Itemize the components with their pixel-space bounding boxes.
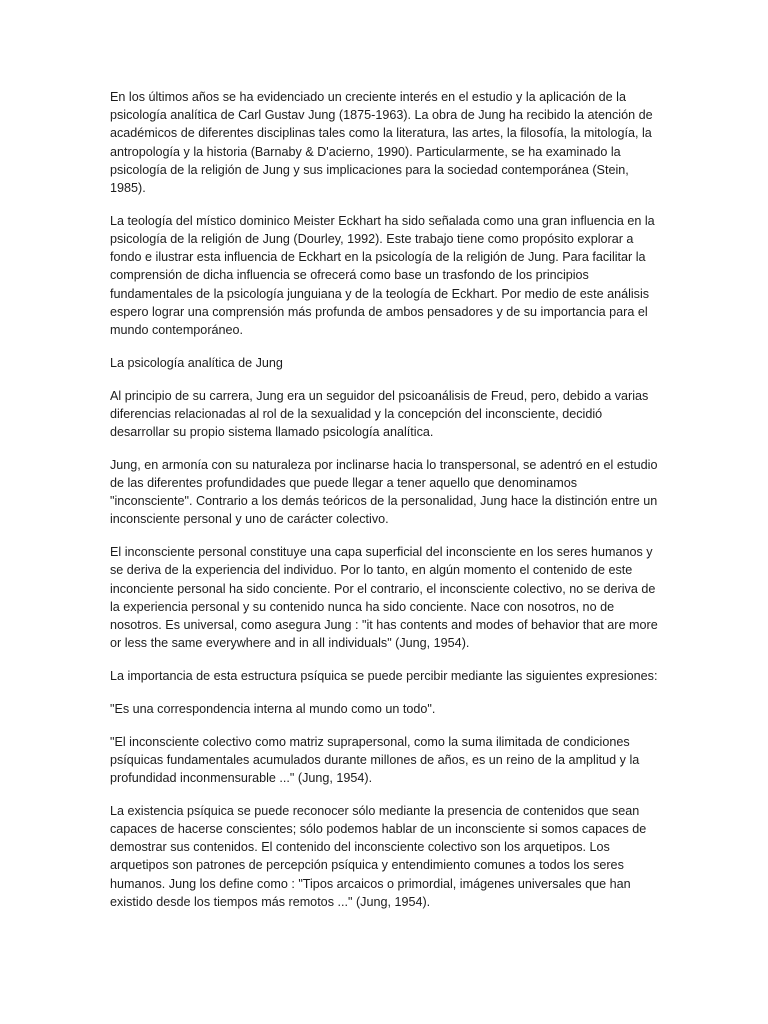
document-page bbox=[110, 88, 662, 926]
paragraph-intro: En los últimos años se ha evidenciado un creciente interés en el estudio y la aplicación de la psicología analítica de Carl Gustav Jung (1875-1963). La obra de Jung ha recibido la atención de académicos de diferentes disciplinas tales como la literatura, las artes, la filosofía, la mitología, la antropología y la historia (Barnaby & D'acierno, 1990). Particularmente, se ha examinado la psicología de la religión de Jung y sus implicaciones para la sociedad contemporánea (Stein, 1985). bbox=[110, 90, 653, 196]
quote-correspondence: "Es una correspondencia interna al mundo como un todo". bbox=[110, 701, 436, 716]
section-heading: La psicología analítica de Jung bbox=[110, 355, 283, 370]
paragraph-archetypes: La existencia psíquica se puede reconocer sólo mediante la presencia de contenidos que sean capaces de hacerse conscientes; sólo podemos hablar de un inconsciente si somos capaces de demostrar sus contenidos. El contenido del inconsciente colectivo son los arquetipos. Los arquetipos son patrones de percepción psíquica y entendimiento comunes a todos los seres humanos. Jung los define como : "Tipos arcaicos o primordial, imágenes universales que han existido desde los tiempos más remotos ..." (Jung, 1954). bbox=[110, 803, 647, 909]
paragraph-personal-unconscious: El inconsciente personal constituye una capa superficial del inconsciente en los seres humanos y se deriva de la experiencia del individuo. Por lo tanto, en algún momento el contenido de este inconciente personal ha sido conciente. Por el contrario, el inconsciente colectivo, no se deriva de la experiencia personal y su contenido nunca ha sido conciente. Nace con nosotros, no de nosotros. Es universal, como asegura Jung : "it has contents and modes of behavior that are more or less the same everywhere and in all individuals" (Jung, 1954). bbox=[110, 545, 658, 651]
paragraph-freud: Al principio de su carrera, Jung era un seguidor del psicoanálisis de Freud, pero, debido a varias diferencias relacionadas al rol de la sexualidad y la concepción del inconsciente, decidió desarrollar su propio sistema llamado psicología analítica. bbox=[110, 388, 649, 440]
paragraph-importance: La importancia de esta estructura psíquica se puede percibir mediante las siguientes expresiones: bbox=[110, 669, 658, 684]
paragraph-transpersonal: Jung, en armonía con su naturaleza por inclinarse hacia lo transpersonal, se adentró en el estudio de las diferentes profundidades que puede llegar a tener aquello que denominamos "inconsciente". Contrario a los demás teóricos de la personalidad, Jung hace la distinción entre un inconsciente personal y uno de carácter colectivo. bbox=[110, 457, 658, 527]
quote-collective-unconscious: "El inconsciente colectivo como matriz suprapersonal, como la suma ilimitada de condiciones psíquicas fundamentales acumulados durante millones de años, es un reino de la amplitud y la profundidad inconmensurable ..." (Jung, 1954). bbox=[110, 734, 640, 786]
paragraph-eckhart-influence: La teología del místico dominico Meister Eckhart ha sido señalada como una gran influencia en la psicología de la religión de Jung (Dourley, 1992). Este trabajo tiene como propósito explorar a fondo e ilustrar esta influencia de Eckhart en la psicología de la religión de Jung. Para facilitar la comprensión de dicha influencia se ofrecerá como base un trasfondo de los principios fundamentales de la psicología junguiana y de la teología de Eckhart. Por medio de este análisis espero lograr una comprensión más profunda de ambos pensadores y de su importancia para el mundo contemporáneo. bbox=[110, 213, 655, 338]
